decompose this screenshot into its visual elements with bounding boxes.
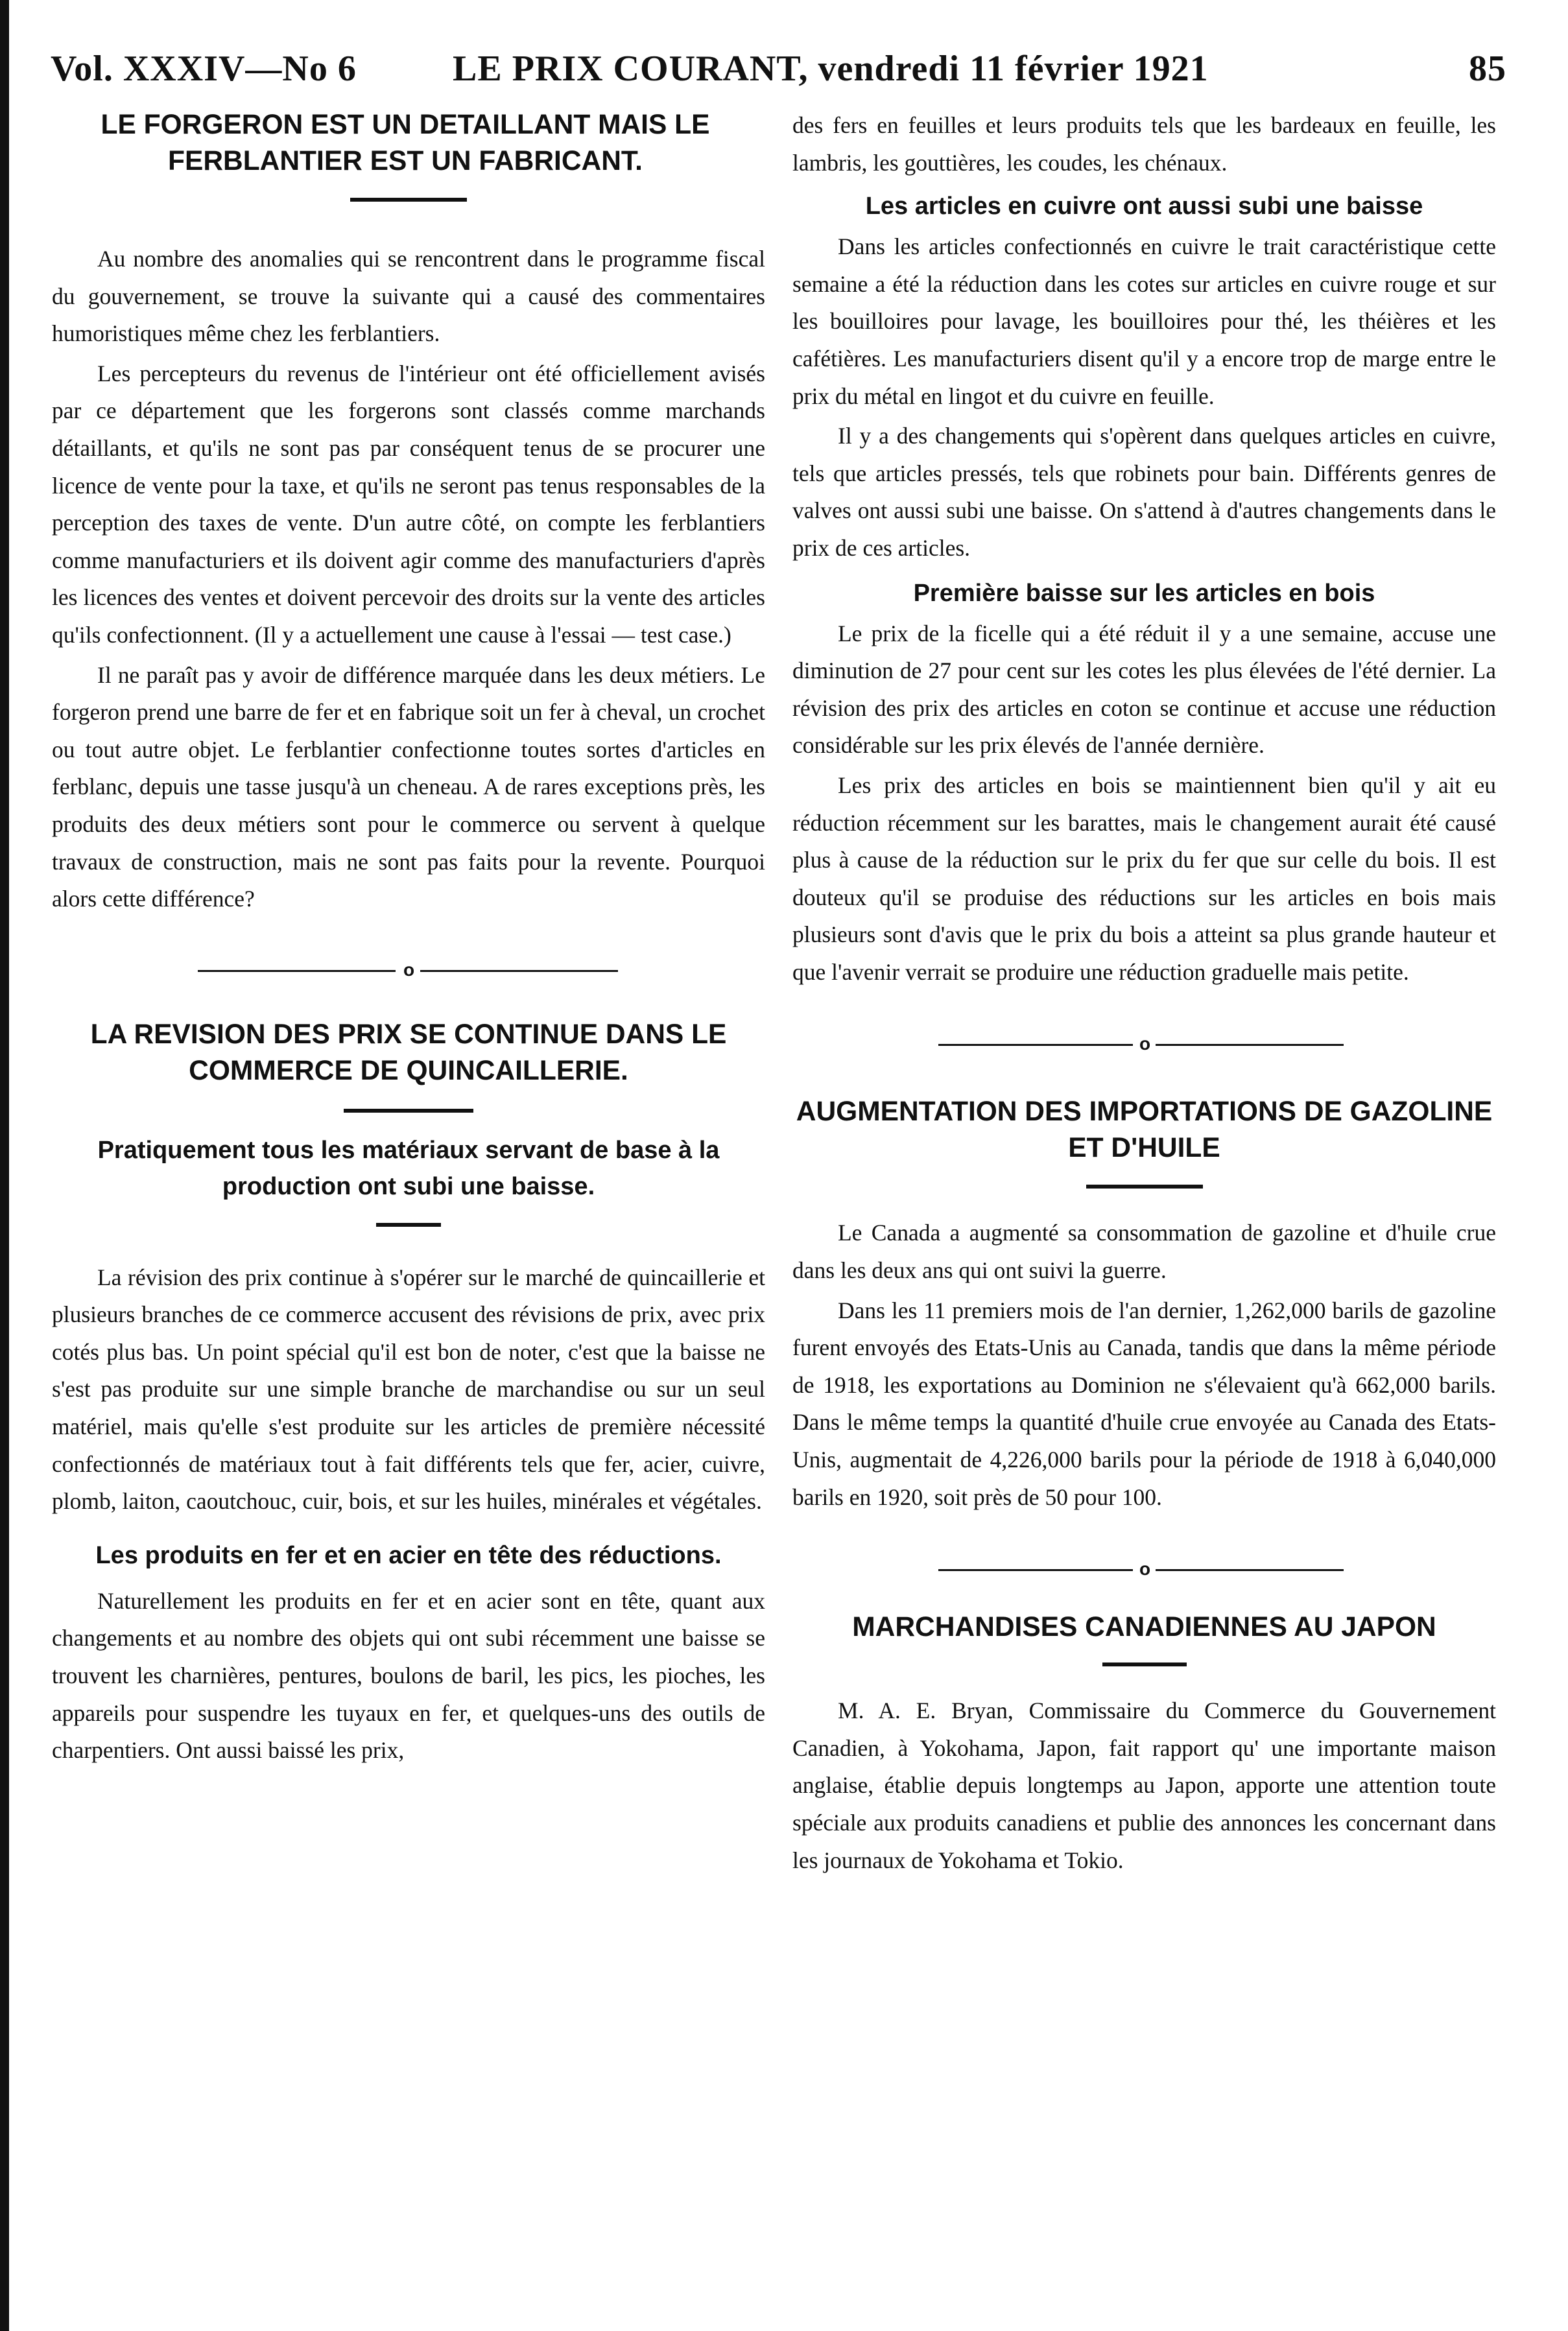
page-header bbox=[51, 40, 1506, 99]
left-column bbox=[52, 107, 765, 1772]
article-title-japon: MARCHANDISES CANADIENNES AU JAPON bbox=[852, 1612, 1436, 1643]
article3-paragraph-2: Dans les 11 premiers mois de l'an dernier, 1,262,000 barils de gazoline furent envoyés des Etats-Unis au Canada, tandis que dans la même période de 1918, les exportations au Dominion ne s'élevaient qu'à 662,000 barils. Dans le même temps la quantité d'huile crue envoyée au Canada des Etats-Unis, augmentait de 4,226,000 barils pour la période de 1918 à 6,040,000 barils en 1920, soit près de 50 pour 100. bbox=[792, 1297, 1496, 1510]
article2-paragraph-1: La révision des prix continue à s'opérer sur le marché de quincaillerie et plusieurs branches de ce commerce accusent des révisions de prix, avec prix cotés plus bas. Un point spécial qu'il est bon de noter, c'est que la baisse ne s'est pas produite sur une simple branche de marchandise ou sur un seul matériel, mais qu'elle s'est produite sur les articles de première nécessité confectionnés de matériaux tout à fait différents tels que fer, acier, cuivre, plomb, laiton, caoutchouc, cuir, bois, et sur les huiles, minérales et végétales. bbox=[52, 1264, 765, 1515]
article2-paragraph-3: Dans les articles confectionnés en cuivre le trait caractéristique cette semaine a été la réduction dans les cotes sur articles en cuivre rouge et sur les bouilloires pour lavage, les bouilloires pour thé, les théières et les cafétières. Les manufacturiers disent qu'il y a encore trop de marge entre le prix du métal en lingot et du cuivre en feuille. bbox=[792, 233, 1496, 409]
subheading-bois: Première baisse sur les articles en bois bbox=[913, 579, 1375, 607]
article2-paragraph-6: Les prix des articles en bois se maintiennent bien qu'il y ait eu réduction récemment sur les barattes, mais le changement aurait été causé plus à cause de la réduction sur le prix du fer que sur celle du bois. Il est douteux qu'il se produise des réductions sur les articles en bois mais plusieurs sont d'avis que le prix du bois a atteint sa plus grande hauteur et que l'avenir verrait se produire une réduction graduelle mais petite. bbox=[792, 772, 1496, 985]
right-column bbox=[792, 107, 1496, 1882]
publication-title-date: LE PRIX COURANT, vendredi 11 février 1921 bbox=[453, 49, 1209, 89]
article-title-forgeron: LE FORGERON EST UN DETAILLANT MAIS LE FERBLANTIER EST UN FABRICANT. bbox=[101, 110, 710, 176]
article2-paragraph-2: Naturellement les produits en fer et en acier sont en tête, quant aux changements et au nombre des objets qui ont subi récemment une baisse se trouvent les charnières, pentures, boulons de baril, les pics, les pioches, les appareils pour suspendre les tuyaux en fer, et quelques-uns des outils de charpentiers. Ont aussi baissé les prix, bbox=[52, 1587, 765, 1764]
section-separator: o bbox=[792, 1032, 1496, 1058]
article4-paragraph-1: M. A. E. Bryan, Commissaire du Commerce du Gouvernement Canadien, à Yokohama, Japon, fait rapport qu' une importante maison anglaise, établie depuis longtemps au Japon, apporte une attention toute spéciale aux produits canadiens et publie des annonces les concernant dans les journaux de Yokohama et Tokio. bbox=[792, 1698, 1496, 1873]
article-title-gazoline: AUGMENTATION DES IMPORTATIONS DE GAZOLINE ET D'HUILE bbox=[796, 1096, 1493, 1164]
article1-paragraph-1: Au nombre des anomalies qui se rencontrent dans le programme fiscal du gouvernement, se trouve la suivante qui a causé des commentaires humoristiques même chez les ferblantiers. bbox=[52, 246, 765, 347]
article2-paragraph-5: Le prix de la ficelle qui a été réduit il y a une semaine, accuse une diminution de 27 pour cent sur les cotes les plus élevées de l'été dernier. La révision des prix des articles en coton se continue et accuse une réduction considérable sur les prix élevés de l'année dernière. bbox=[792, 620, 1496, 759]
article1-paragraph-3: Il ne paraît pas y avoir de différence marquée dans les deux métiers. Le forgeron prend une barre de fer et en fabrique soit un fer à cheval, un crochet ou tout autre objet. Le ferblantier confectionne toutes sortes d'articles en ferblanc, depuis une tasse jusqu'à un cheneau. A de rares exceptions près, les produits des deux métiers sont pour le commerce ou servent à quelque travaux de construction, mais ne sont pas faits pour la revente. Pourquoi alors cette différence? bbox=[52, 661, 765, 912]
subheading-fer-acier: Les produits en fer et en acier en tête des réductions. bbox=[95, 1541, 722, 1569]
article2-subtitle: Pratiquement tous les matériaux servant de base à la production ont subi une baisse. bbox=[97, 1136, 720, 1200]
volume-number: Vol. XXXIV—No 6 bbox=[51, 49, 357, 89]
subheading-cuivre: Les articles en cuivre ont aussi subi une baisse bbox=[865, 193, 1423, 220]
article-title-revision: LA REVISION DES PRIX SE CONTINUE DANS LE COMMERCE DE QUINCAILLERIE. bbox=[90, 1019, 727, 1086]
article3-paragraph-1: Le Canada a augmenté sa consommation de gazoline et d'huile crue dans les deux ans qui ont suivi la guerre. bbox=[792, 1220, 1496, 1284]
section-separator: o bbox=[792, 1557, 1496, 1583]
article2-continuation: des fers en feuilles et leurs produits tels que les bardeaux en feuille, les lambris, les gouttières, les coudes, les chénaux. bbox=[792, 112, 1496, 176]
article1-paragraph-2: Les percepteurs du revenus de l'intérieur ont été officiellement avisés par ce département que les forgerons sont classés comme marchands détaillants, et qu'ils ne sont pas par conséquent tenus de se procurer une licence de vente pour la taxe, et qu'ils ne seront pas tenus responsables de la perception des taxes de vente. D'un autre côté, on compte les ferblantiers comme manufacturiers et ils doivent agir comme des manufacturiers d'après les licences des ventes et doivent percevoir des droits sur la vente des articles qu'ils confectionnent. (Il y a actuellement une cause à l'essai — test case.) bbox=[52, 360, 765, 648]
article2-paragraph-4: Il y a des changements qui s'opèrent dans quelques articles en cuivre, tels que articles pressés, tels que robinets pour bain. Différents genres de valves ont aussi subi une baisse. On s'attend à d'autres changements dans le prix de ces articles. bbox=[792, 423, 1496, 561]
section-separator: o bbox=[52, 958, 765, 984]
page-number: 85 bbox=[1469, 49, 1506, 89]
page-left-edge bbox=[0, 0, 9, 2331]
